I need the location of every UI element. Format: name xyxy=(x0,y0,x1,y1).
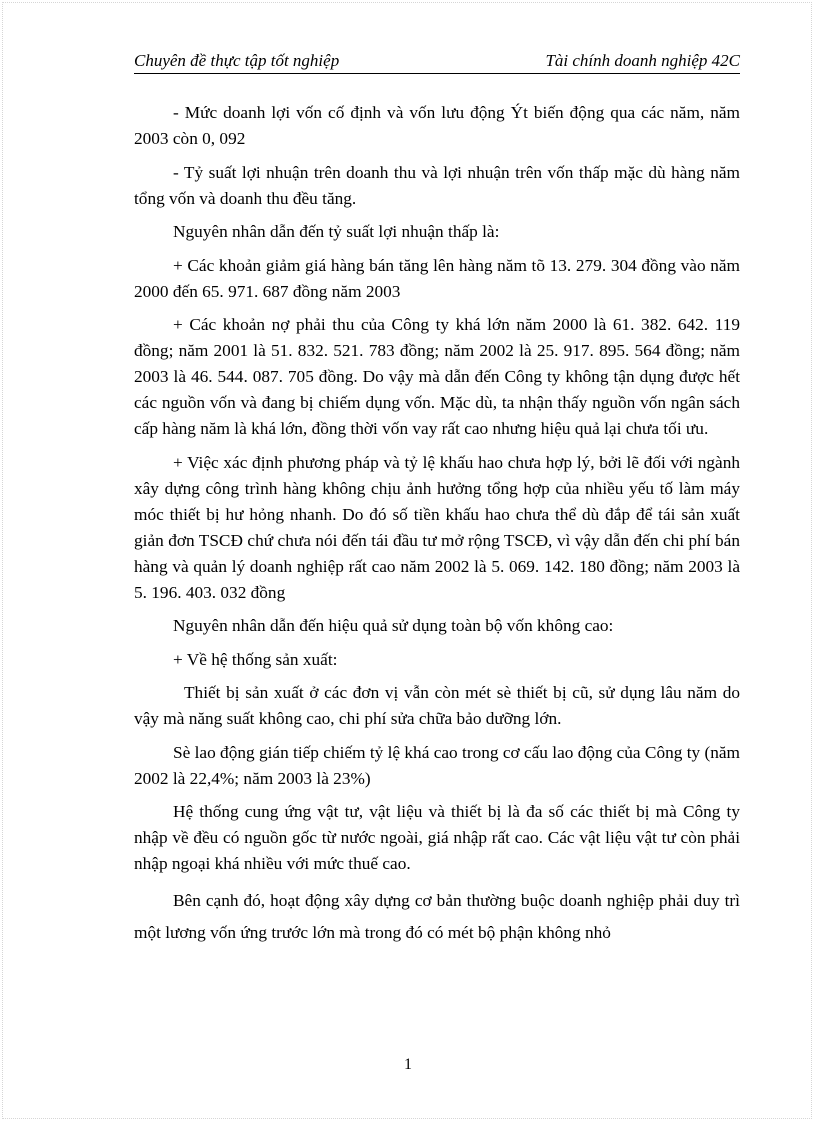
paragraph-old-equipment: Thiết bị sản xuất ở các đơn vị vẫn còn mét sè thiết bị cũ, sử dụng lâu năm do vậy mà năng suất không cao, chi phí sửa chữa bảo dưỡng lớn. xyxy=(134,683,740,728)
paragraph-indirect-labor: Sè lao động gián tiếp chiếm tỷ lệ khá cao trong cơ cấu lao động của Công ty (năm 2002 là 22,4%; năm 2003 là 23%) xyxy=(134,742,740,788)
paragraph-discounts: + Các khoản giảm giá hàng bán tăng lên hàng năm tõ 13. 279. 304 đồng vào năm 2000 đến 65. 971. 687 đồng năm 2003 xyxy=(134,255,740,301)
paragraph-advance-capital: Bên cạnh đó, hoạt động xây dựng cơ bản thường buộc doanh nghiệp phải duy trì một lương vốn ứng trước lớn mà trong đó có mét bộ phận không nhỏ xyxy=(134,890,740,942)
paragraph-profit-ratio: - Tỷ suất lợi nhuận trên doanh thu và lợi nhuận trên vốn thấp mặc dù hàng năm tổng vốn và doanh thu đều tăng. xyxy=(134,162,740,208)
paragraph-supply-system: Hệ thống cung ứng vật tư, vật liệu và thiết bị là đa số các thiết bị mà Công ty nhập về đều có nguồn gốc từ nước ngoài, giá nhập rất cao. Các vật liệu vật tư còn phải nhập ngoại khá nhiều với mức thuế cao. xyxy=(134,802,740,873)
paragraph-depreciation: + Việc xác định phương pháp và tỷ lệ khấu hao chưa hợp lý, bởi lẽ đối với ngành xây dựng công trình hàng không chịu ảnh hưởng tổng hợp của nhiều yếu tố làm máy móc thiết bị hư hỏng nhanh. Do đó số tiền khấu hao chưa thể dù đắp để tái sản xuất giản đơn TSCĐ chứ chưa nói đến tái đầu tư mở rộng TSCĐ, vì vậy dẫn đến chi phí bán hàng và quản lý doanh nghiệp rất cao năm 2002 là 5. 069. 142. 180 đồng; năm 2003 là 5. 196. 403. 032 đồng xyxy=(134,452,740,602)
header-class-name: Tài chính doanh nghiệp 42C xyxy=(545,51,740,70)
header-document-title: Chuyên đề thực tập tốt nghiệp xyxy=(134,51,340,70)
paragraph-capital-efficiency-heading: Nguyên nhân dẫn đến hiệu quả sử dụng toàn bộ vốn không cao: xyxy=(173,616,614,635)
paragraph-production-system: + Về hệ thống sản xuất: xyxy=(173,649,338,669)
paragraph-receivables: + Các khoản nợ phải thu của Công ty khá lớn năm 2000 là 61. 382. 642. 119 đồng; năm 2001 là 51. 832. 521. 783 đồng; năm 2002 là 25. 917. 895. 564 đồng; năm 2003 là 46. 544. 087. 705 đồng. Do vậy mà dẫn đến Công ty không tận dụng được hết các nguồn vốn và đang bị chiếm dụng vốn. Mặc dù, ta nhận thấy nguồn vốn ngân sách cấp hàng năm là khá lớn, đồng thời vốn vay rất cao nhưng hiệu quả lại chưa tối ưu. xyxy=(134,315,740,438)
paragraph-fixed-working-capital: - Mức doanh lợi vốn cố định và vốn lưu động Ýt biến động qua các năm, năm 2003 còn 0, 092 xyxy=(134,103,740,148)
paragraph-low-profit-causes-heading: Nguyên nhân dẫn đến tỷ suất lợi nhuận thấp là: xyxy=(173,222,500,241)
page-number: 1 xyxy=(404,1056,412,1073)
page-header xyxy=(134,49,740,74)
document-body xyxy=(134,100,740,951)
